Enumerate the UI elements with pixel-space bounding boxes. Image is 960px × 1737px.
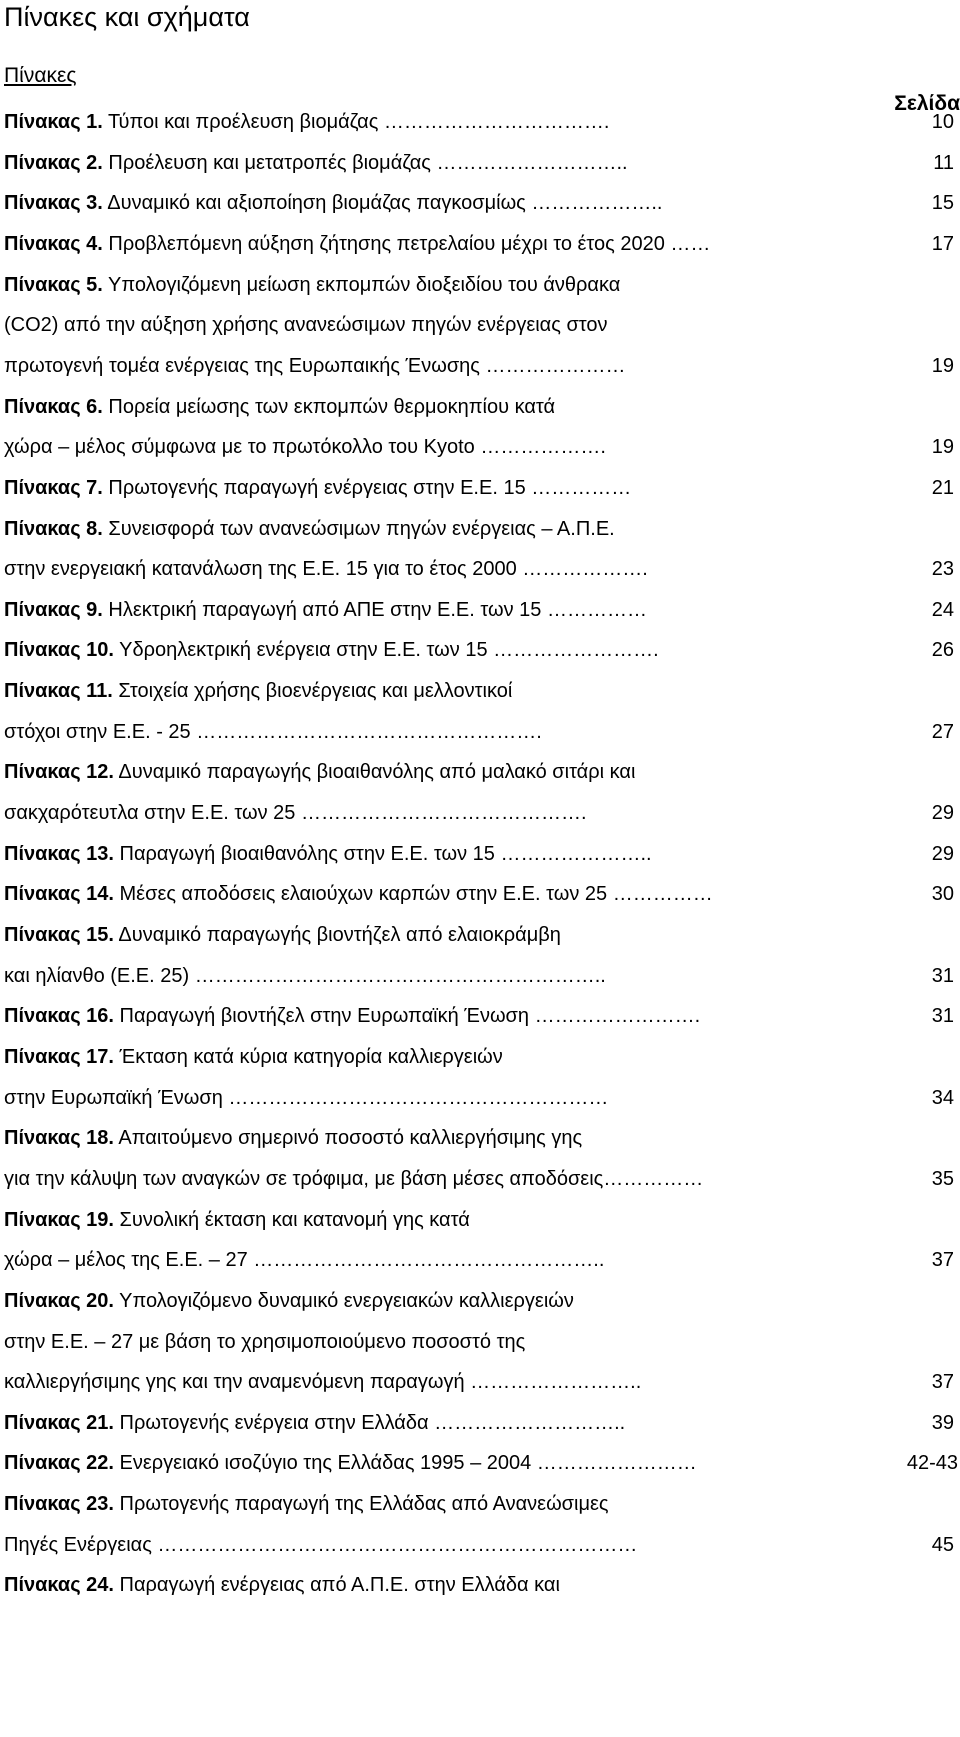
page-number: 17 xyxy=(931,233,954,255)
page-number: 15 xyxy=(931,192,954,214)
table-number: Πίνακας 20. xyxy=(4,1290,114,1312)
table-number: Πίνακας 3. xyxy=(4,192,103,214)
toc-line xyxy=(4,557,954,581)
toc-line xyxy=(4,1126,954,1150)
toc-line xyxy=(4,842,954,866)
page-number: 23 xyxy=(931,558,954,580)
table-caption: πρωτογενή τομέα ενέργειας της Ευρωπαικής Ένωσης ………………… xyxy=(4,355,626,377)
table-caption: στην ενεργειακή κατανάλωση της Ε.Ε. 15 για το έτος 2000 ………………. xyxy=(4,558,648,580)
page-number: 29 xyxy=(931,802,954,824)
table-caption: Δυναμικό και αξιοποίηση βιομάζας παγκοσμίως ……………….. xyxy=(102,192,663,214)
toc-line xyxy=(4,1411,954,1435)
toc-line xyxy=(4,1451,958,1475)
table-caption: Προέλευση και μετατροπές βιομάζας ……………………….. xyxy=(102,152,628,174)
table-caption: Πρωτογενής παραγωγή της Ελλάδας από Ανανεώσιμες xyxy=(113,1493,609,1515)
toc-line xyxy=(4,151,954,175)
toc-line xyxy=(4,760,954,784)
section-heading-tables: Πίνακες xyxy=(4,64,77,87)
table-caption: Ηλεκτρική παραγωγή από ΑΠΕ στην Ε.Ε. των 15 …………… xyxy=(102,599,647,621)
toc-line xyxy=(4,476,954,500)
table-number: Πίνακας 24. xyxy=(4,1574,114,1596)
page-number: 10 xyxy=(931,111,954,133)
table-number: Πίνακας 11. xyxy=(4,680,113,702)
table-caption: χώρα – μέλος σύμφωνα με το πρωτόκολλο του Kyoto ………………. xyxy=(4,436,606,458)
table-number: Πίνακας 13. xyxy=(4,843,114,865)
table-number: Πίνακας 21. xyxy=(4,1412,114,1434)
toc-line xyxy=(4,598,954,622)
table-caption: καλλιεργήσιμης γης και την αναμενόμενη παραγωγή …………………….. xyxy=(4,1371,642,1393)
page-heading: Πίνακες και σχήματα xyxy=(4,2,250,32)
table-caption: Τύποι και προέλευση βιομάζας ……………………………. xyxy=(102,111,610,133)
table-caption: Δυναμικό παραγωγής βιοαιθανόλης από μαλακό σιτάρι και xyxy=(113,761,636,783)
toc-line xyxy=(4,1533,954,1557)
toc-line xyxy=(4,191,954,215)
table-caption: Μέσες αποδόσεις ελαιούχων καρπών στην Ε.Ε. των 25 …………… xyxy=(113,883,713,905)
page-number: 31 xyxy=(931,1005,954,1027)
toc-line xyxy=(4,1086,954,1110)
table-number: Πίνακας 12. xyxy=(4,761,114,783)
toc-line xyxy=(4,720,954,744)
page-number: 11 xyxy=(933,152,954,174)
toc-line xyxy=(4,1330,954,1354)
table-number: Πίνακας 18. xyxy=(4,1127,114,1149)
table-caption: Στοιχεία χρήσης βιοενέργειας και μελλοντικοί xyxy=(112,680,513,702)
page-number: 19 xyxy=(931,436,954,458)
table-caption: για την κάλυψη των αναγκών σε τρόφιμα, με βάση μέσες αποδόσεις…………… xyxy=(4,1168,704,1190)
toc-line xyxy=(4,882,954,906)
toc-line xyxy=(4,1167,954,1191)
toc-line xyxy=(4,1004,954,1028)
table-caption: Υδροηλεκτρική ενέργεια στην Ε.Ε. των 15 ……………………. xyxy=(113,639,659,661)
toc-line xyxy=(4,1492,954,1516)
toc-line xyxy=(4,1248,954,1272)
table-number: Πίνακας 7. xyxy=(4,477,103,499)
table-caption: Πηγές Ενέργειας ……………………………………………………………… xyxy=(4,1534,638,1556)
table-number: Πίνακας 23. xyxy=(4,1493,114,1515)
table-caption: (CO2) από την αύξηση χρήσης ανανεώσιμων πηγών ενέργειας στον xyxy=(4,314,608,336)
page-column-label: Σελίδα xyxy=(894,92,960,115)
page-number: 24 xyxy=(931,599,954,621)
table-caption: χώρα – μέλος της Ε.Ε. – 27 …………………………………………….. xyxy=(4,1249,605,1271)
toc-line xyxy=(4,1573,954,1597)
table-caption: Υπολογιζόμενο δυναμικό ενεργειακών καλλιεργειών xyxy=(113,1290,574,1312)
page-number: 42-43 xyxy=(906,1452,958,1474)
toc-line xyxy=(4,964,954,988)
page-number: 37 xyxy=(931,1371,954,1393)
table-caption: Δυναμικό παραγωγής βιοντήζελ από ελαιοκράμβη xyxy=(113,924,561,946)
page-number: 35 xyxy=(931,1168,954,1190)
page-number: 29 xyxy=(931,843,954,865)
table-caption: Ενεργειακό ισοζύγιο της Ελλάδας 1995 – 2004 …………………… xyxy=(113,1452,697,1474)
toc-line xyxy=(4,232,954,256)
table-caption: Πορεία μείωσης των εκπομπών θερμοκηπίου κατά xyxy=(102,396,556,418)
page-number: 45 xyxy=(931,1534,954,1556)
toc-line xyxy=(4,638,954,662)
table-caption: και ηλίανθο (Ε.Ε. 25) …………………………………………………….. xyxy=(4,965,606,987)
toc-line xyxy=(4,1370,954,1394)
toc-line xyxy=(4,1208,954,1232)
page-number: 34 xyxy=(931,1087,954,1109)
table-number: Πίνακας 17. xyxy=(4,1046,114,1068)
table-caption: Συνεισφορά των ανανεώσιμων πηγών ενέργειας – Α.Π.Ε. xyxy=(102,518,615,540)
toc-line xyxy=(4,517,954,541)
table-caption: στόχοι στην Ε.Ε. - 25 ……………………………………………. xyxy=(4,721,542,743)
table-caption: Απαιτούμενο σημερινό ποσοστό καλλιεργήσιμης γης xyxy=(113,1127,583,1149)
table-caption: Συνολική έκταση και κατανομή γης κατά xyxy=(113,1209,470,1231)
toc-line xyxy=(4,313,954,337)
table-number: Πίνακας 6. xyxy=(4,396,103,418)
toc-line xyxy=(4,679,954,703)
table-number: Πίνακας 15. xyxy=(4,924,114,946)
table-caption: στην Ε.Ε. – 27 με βάση το χρησιμοποιούμενο ποσοστό της xyxy=(4,1331,526,1353)
table-number: Πίνακας 2. xyxy=(4,152,103,174)
table-number: Πίνακας 19. xyxy=(4,1209,114,1231)
page-number: 30 xyxy=(931,883,954,905)
toc-line xyxy=(4,1045,954,1069)
toc-line xyxy=(4,273,954,297)
toc-line xyxy=(4,1289,954,1313)
page-number: 26 xyxy=(931,639,954,661)
table-number: Πίνακας 8. xyxy=(4,518,103,540)
page-number: 31 xyxy=(931,965,954,987)
page-number: 27 xyxy=(931,721,954,743)
table-caption: Προβλεπόμενη αύξηση ζήτησης πετρελαίου μέχρι το έτος 2020 …… xyxy=(102,233,711,255)
table-caption: Πρωτογενής ενέργεια στην Ελλάδα ……………………….. xyxy=(113,1412,626,1434)
table-number: Πίνακας 5. xyxy=(4,274,103,296)
page-number: 19 xyxy=(931,355,954,377)
table-number: Πίνακας 10. xyxy=(4,639,114,661)
table-number: Πίνακας 4. xyxy=(4,233,103,255)
toc-line xyxy=(4,923,954,947)
page-number: 37 xyxy=(931,1249,954,1271)
toc-line xyxy=(4,801,954,825)
table-number: Πίνακας 9. xyxy=(4,599,103,621)
table-caption: στην Ευρωπαϊκή Ένωση ………………………………………………… xyxy=(4,1087,609,1109)
table-caption: Υπολογιζόμενη μείωση εκπομπών διοξειδίου του άνθρακα xyxy=(102,274,621,296)
table-caption: Πρωτογενής παραγωγή ενέργειας στην Ε.Ε. 15 …………… xyxy=(102,477,632,499)
table-caption: Παραγωγή βιοντήζελ στην Ευρωπαϊκή Ένωση ……………………. xyxy=(113,1005,701,1027)
page-number: 39 xyxy=(931,1412,954,1434)
page-number: 21 xyxy=(931,477,954,499)
table-caption: Παραγωγή ενέργειας από Α.Π.Ε. στην Ελλάδα και xyxy=(113,1574,560,1596)
table-number: Πίνακας 1. xyxy=(4,111,103,133)
table-caption: σακχαρότευτλα στην Ε.Ε. των 25 ……………………………………. xyxy=(4,802,587,824)
table-caption: Παραγωγή βιοαιθανόλης στην Ε.Ε. των 15 ………………….. xyxy=(113,843,652,865)
toc-line xyxy=(4,354,954,378)
toc-line xyxy=(4,435,954,459)
table-number: Πίνακας 14. xyxy=(4,883,114,905)
toc-line xyxy=(4,395,954,419)
table-number: Πίνακας 16. xyxy=(4,1005,114,1027)
toc-line xyxy=(4,110,954,134)
table-number: Πίνακας 22. xyxy=(4,1452,114,1474)
table-caption: Έκταση κατά κύρια κατηγορία καλλιεργειών xyxy=(113,1046,503,1068)
